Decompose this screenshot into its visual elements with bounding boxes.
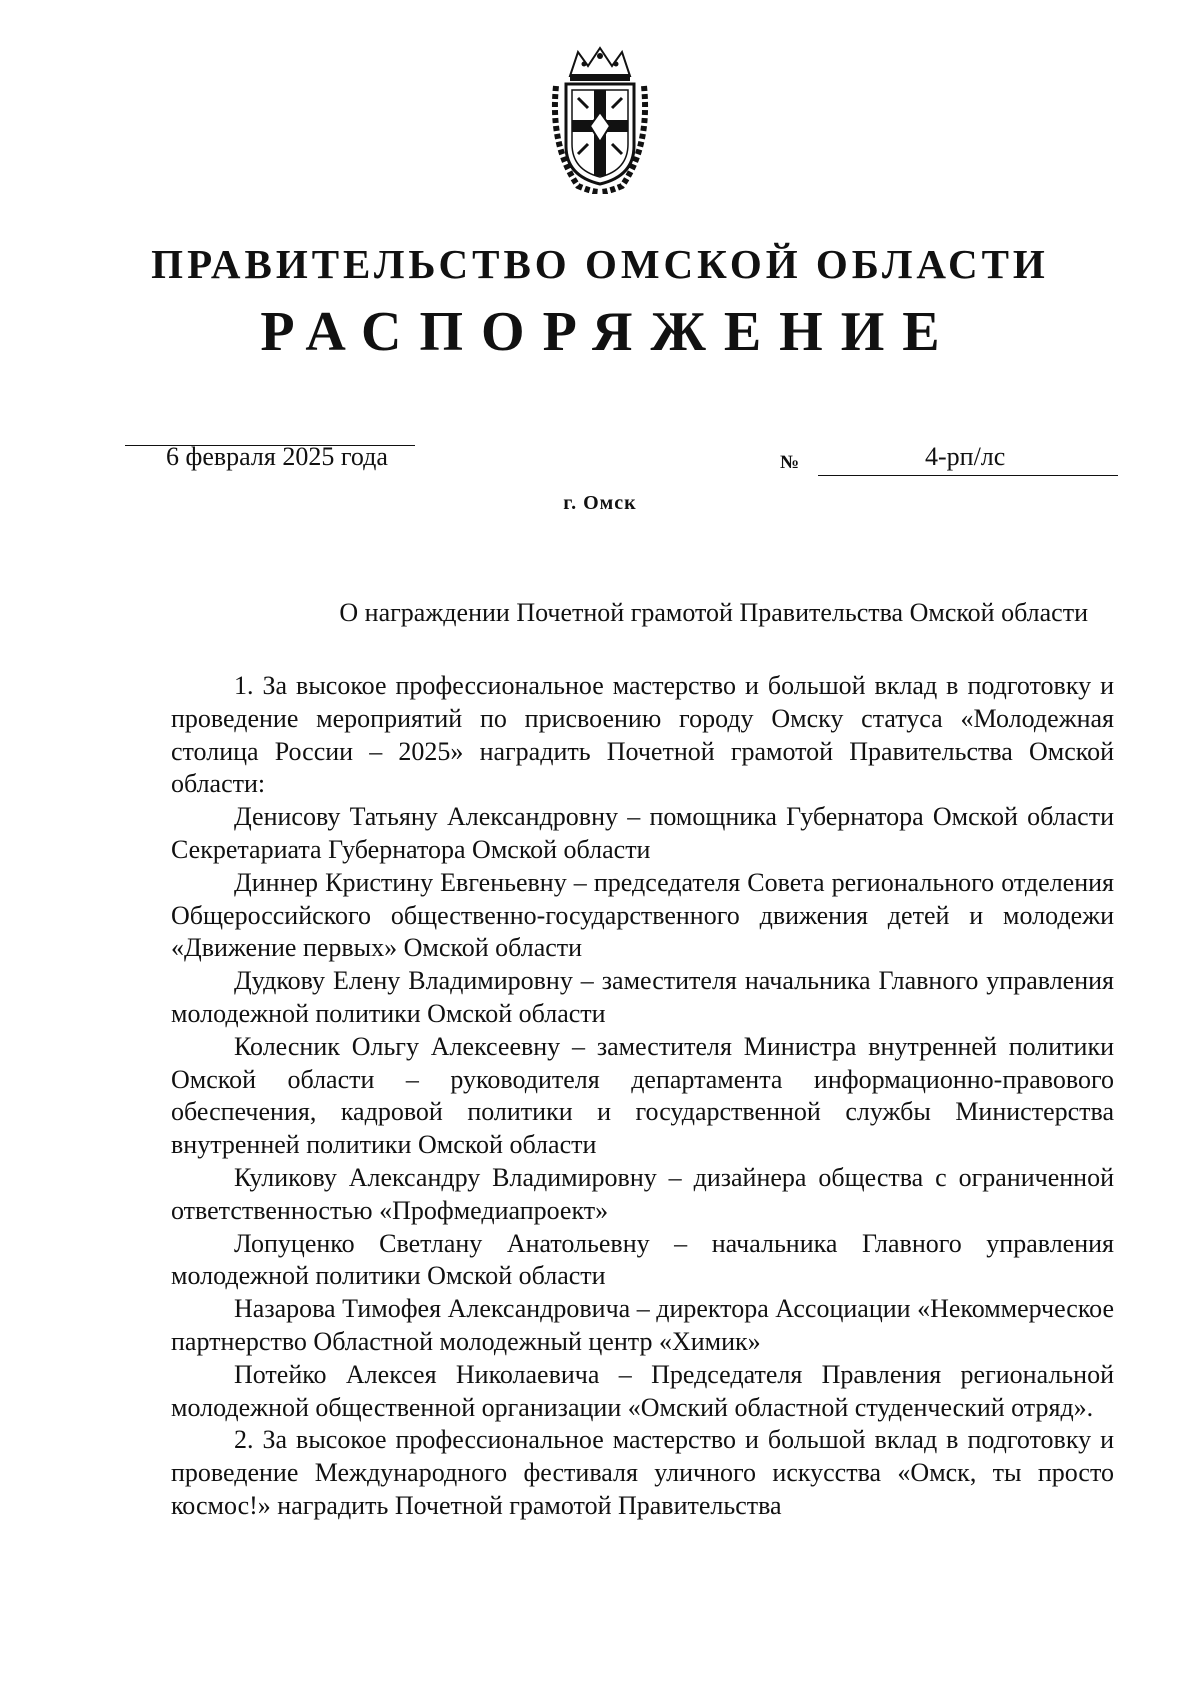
paragraph: Назарова Тимофея Александровича – директора Ассоциации «Некоммерческое партнерство Областной молодежный центр «Химик» — [171, 1294, 1114, 1356]
document-subject: О награждении Почетной грамотой Правительства Омской области — [339, 598, 1088, 627]
government-title: ПРАВИТЕЛЬСТВО ОМСКОЙ ОБЛАСТИ — [151, 241, 1049, 287]
paragraph: Лопуценко Светлану Анатольевну – начальника Главного управления молодежной политики Омской области — [171, 1228, 1114, 1291]
document-number: 4-рп/лс — [925, 442, 1006, 471]
document-type-title: РАСПОРЯЖЕНИЕ — [260, 301, 958, 363]
paragraph: Куликову Александру Владимировну – дизайнера общества с ограниченной ответственностью «Профмедиапроект» — [171, 1162, 1114, 1225]
paragraph: Дудкову Елену Владимировну – заместителя начальника Главного управления молодежной политики Омской области — [171, 966, 1114, 1028]
document-body — [171, 670, 1114, 1523]
document-date: 6 февраля 2025 года — [166, 442, 388, 471]
number-underline — [818, 474, 1118, 476]
paragraph: 1. За высокое профессиональное мастерство и большой вклад в подготовку и проведение мероприятий по присвоению городу Омску статуса «Молодежная столица России – 2025» наградить Почетной грамотой Правительства Омской области: — [171, 671, 1114, 799]
paragraph: 2. За высокое профессиональное мастерство и большой вклад в подготовку и проведение Международного фестиваля уличного искусства «Омск, ты просто космос!» наградить Почетной грамотой Правительства — [171, 1425, 1114, 1520]
paragraph: Потейко Алексея Николаевича – Председателя Правления региональной молодежной общественной организации «Омский областной студенческий отряд». — [171, 1359, 1114, 1422]
number-sign: № — [780, 452, 800, 473]
paragraph: Колесник Ольгу Алексеевну – заместителя Министра внутренней политики Омской области – руководителя департамента информационно-правового обеспечения, кадровой политики и государственной службы Министерства внутренней политики Омской области — [171, 1031, 1114, 1160]
coat-of-arms-icon — [548, 46, 652, 194]
document-city: г. Омск — [563, 492, 637, 514]
paragraph: Денисову Татьяну Александровну – помощника Губернатора Омской области Секретариата Губернатора Омской области — [171, 802, 1114, 864]
paragraph: Диннер Кристину Евгеньевну – председателя Совета регионального отделения Общероссийского общественно-государственного движения детей и молодежи «Движение первых» Омской области — [171, 867, 1114, 963]
